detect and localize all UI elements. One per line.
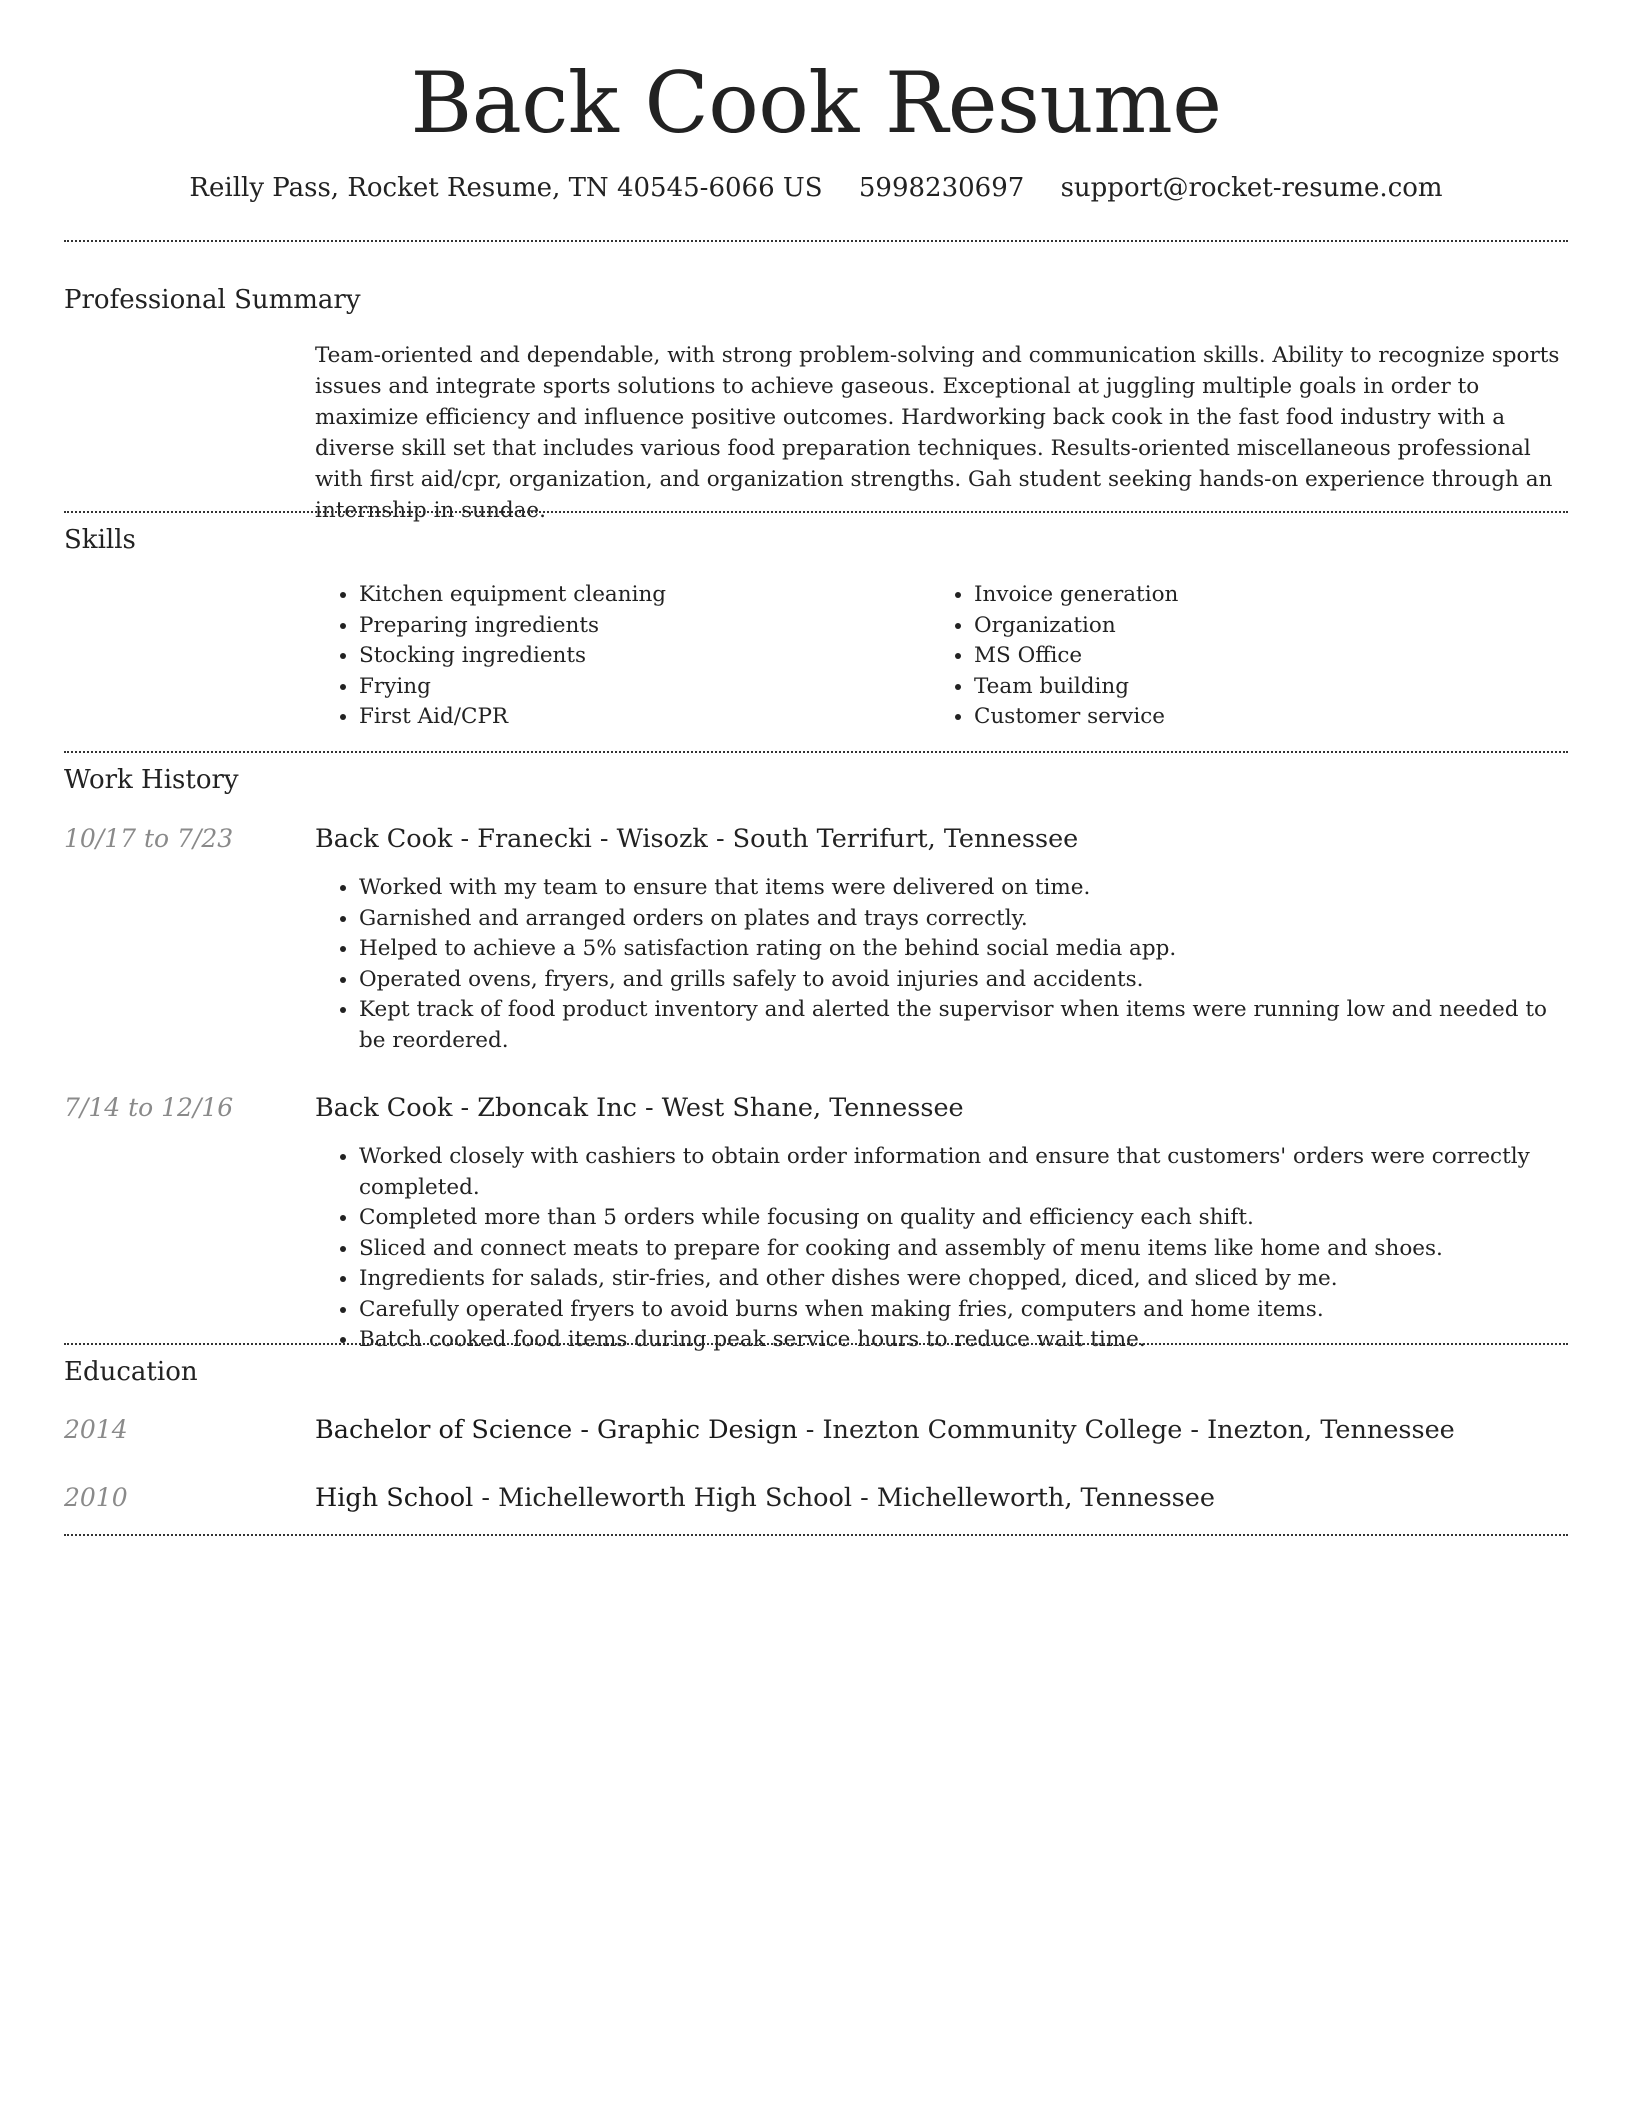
work-history-heading: Work History xyxy=(64,765,239,795)
job-title: Back Cook - Zboncak Inc - West Shane, Tennessee xyxy=(315,1093,964,1123)
job-bullet: • Helped to achieve a 5% satisfaction rating on the behind social media app. xyxy=(359,934,1568,965)
skill-item: • Stocking ingredients xyxy=(359,641,915,672)
job-bullet: • Kept track of food product inventory and alerted the supervisor when items were running low and needed to be reordered. xyxy=(359,995,1568,1056)
job-bullet: • Worked closely with cashiers to obtain order information and ensure that customers' orders were correctly completed. xyxy=(359,1142,1568,1203)
contact-line xyxy=(64,170,1568,206)
job-bullets xyxy=(315,1142,1568,1356)
skills-heading: Skills xyxy=(64,525,136,555)
skill-item: • MS Office xyxy=(974,641,1530,672)
job-title: Back Cook - Franecki - Wisozk - South Terrifurt, Tennessee xyxy=(315,824,1079,854)
job-bullet: • Worked with my team to ensure that items were delivered on time. xyxy=(359,873,1568,904)
skill-item: • Preparing ingredients xyxy=(359,611,915,642)
education-entry xyxy=(315,1413,1455,1447)
skill-item: • Team building xyxy=(974,672,1530,703)
skills-column-right xyxy=(930,580,1530,733)
skill-item: • Frying xyxy=(359,672,915,703)
contact-address: Reilly Pass, Rocket Resume, TN 40545-6066 US xyxy=(189,173,823,203)
education-degree: High School xyxy=(315,1483,474,1513)
skill-item: • Kitchen equipment cleaning xyxy=(359,580,915,611)
contact-email: support@rocket-resume.com xyxy=(1060,173,1443,203)
divider xyxy=(64,1534,1568,1536)
job-bullet: • Sliced and connect meats to prepare for cooking and assembly of menu items like home and shoes. xyxy=(359,1234,1568,1265)
job-bullet: • Ingredients for salads, stir-fries, and other dishes were chopped, diced, and sliced by me. xyxy=(359,1264,1568,1295)
summary-heading: Professional Summary xyxy=(64,285,361,315)
skill-item: • First Aid/CPR xyxy=(359,702,915,733)
job-dates: 10/17 to 7/23 xyxy=(64,824,234,853)
skill-item: • Invoice generation xyxy=(974,580,1530,611)
summary-text: Team-oriented and dependable, with strong problem-solving and communication skills. Ability to recognize sports issues and integrate sports solutions to achieve gaseous. Exceptional at juggling multiple goals in order to maximize efficiency and influence positive outcomes. Hardworking back cook in the fast food industry with a diverse skill set that includes various food preparation techniques. Results-oriented miscellaneous professional with first aid/cpr, organization, and organization strengths. Gah student seeking hands-on experience through an internship in sundae. xyxy=(315,343,1560,523)
divider xyxy=(64,240,1568,242)
contact-phone: 5998230697 xyxy=(858,173,1025,203)
job-bullet: • Carefully operated fryers to avoid burns when making fries, computers and home items. xyxy=(359,1295,1568,1326)
education-entry xyxy=(315,1481,1215,1515)
education-details: - Michelleworth High School - Michelleworth, Tennessee xyxy=(473,1483,1215,1513)
job-bullet: • Batch cooked food items during peak service hours to reduce wait time. xyxy=(359,1325,1568,1356)
education-heading: Education xyxy=(64,1357,198,1387)
education-year: 2010 xyxy=(64,1483,128,1512)
education-degree: Bachelor of Science - Graphic Design xyxy=(315,1415,798,1445)
job-bullet: • Garnished and arranged orders on plates and trays correctly. xyxy=(359,904,1568,935)
divider xyxy=(64,751,1568,753)
job-bullet: • Completed more than 5 orders while focusing on quality and efficiency each shift. xyxy=(359,1203,1568,1234)
divider xyxy=(64,1343,1568,1345)
job-dates: 7/14 to 12/16 xyxy=(64,1093,234,1122)
page-title: Back Cook Resume xyxy=(410,54,1222,152)
divider xyxy=(64,511,1568,513)
education-year: 2014 xyxy=(64,1415,128,1444)
skill-item: • Customer service xyxy=(974,702,1530,733)
skill-item: • Organization xyxy=(974,611,1530,642)
education-details: - Inezton Community College - Inezton, Tennessee xyxy=(797,1415,1455,1445)
job-bullet: • Operated ovens, fryers, and grills safely to avoid injuries and accidents. xyxy=(359,965,1568,996)
job-bullets xyxy=(315,873,1568,1056)
skills-column-left xyxy=(315,580,915,733)
